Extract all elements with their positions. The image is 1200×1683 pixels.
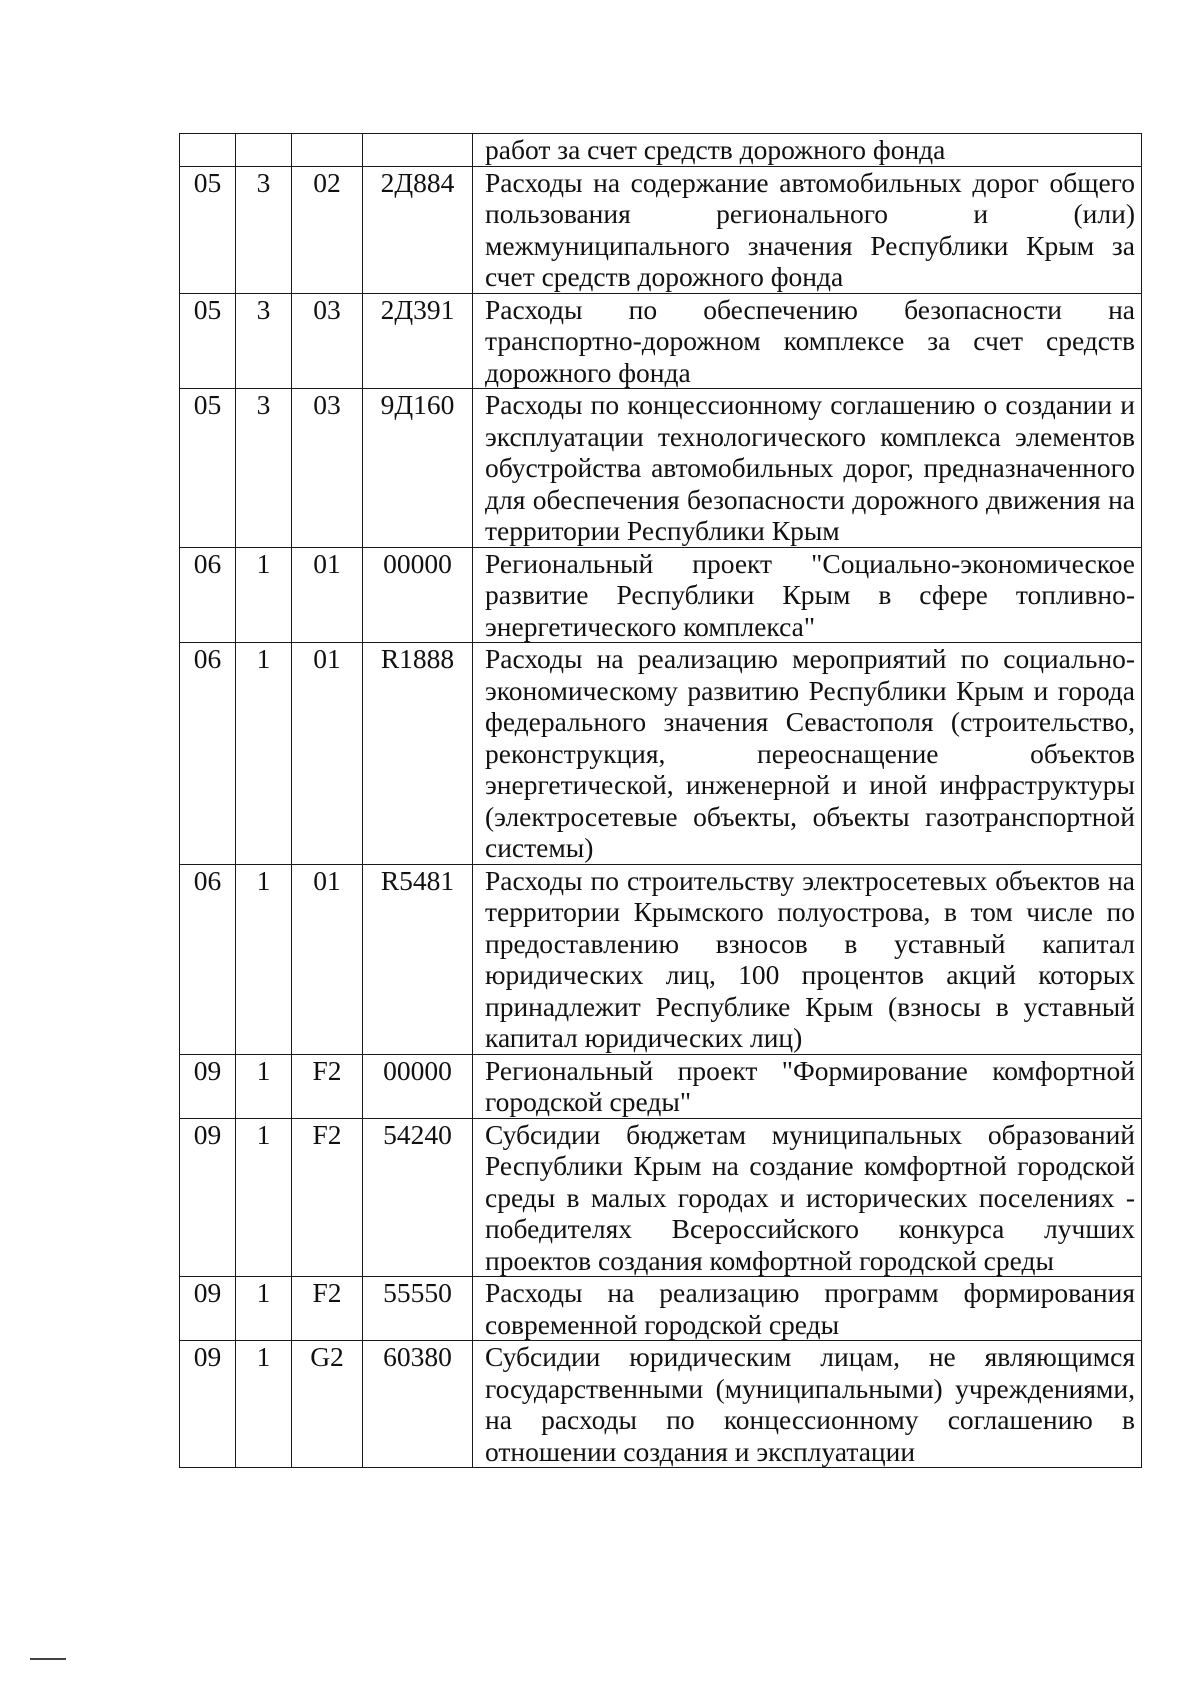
description-cell: Субсидии юридическим лицам, не являющимся государственными (муниципальными) учреждениями, на расходы по концессионному соглашению в отношении создания и эксплуатации [473,1341,1142,1468]
description-cell: Расходы на содержание автомобильных дорог общего пользования регионального и (или) межмуниципального значения Республики Крым за счет средств дорожного фонда [473,166,1142,293]
direction-code-cell: R1888 [363,643,473,865]
description-cell: Субсидии бюджетам муниципальных образований Республики Крым на создание комфортной городской среды в малых городах и исторических поселениях - победителях Всероссийского конкурса лучших проектов создания комфортной городской среды [473,1118,1142,1277]
event-code-cell [292,134,363,167]
description-cell: Региональный проект "Формирование комфортной городской среды" [473,1054,1142,1118]
program-code-cell: 05 [180,166,236,293]
description-cell: Региональный проект "Социально-экономическое развитие Республики Крым в сфере топливно-энергетического комплекса" [473,547,1142,643]
program-code-cell: 09 [180,1277,236,1341]
program-code-cell: 06 [180,547,236,643]
subprogram-code-cell: 1 [236,1277,292,1341]
table-row [180,1277,1142,1341]
description-cell: работ за счет средств дорожного фонда [473,134,1142,167]
program-code-cell: 09 [180,1054,236,1118]
subprogram-code-cell: 1 [236,1054,292,1118]
table-row [180,547,1142,643]
direction-code-cell: R5481 [363,864,473,1054]
subprogram-code-cell: 1 [236,864,292,1054]
event-code-cell: G2 [292,1341,363,1468]
subprogram-code-cell: 3 [236,389,292,548]
table-row [180,389,1142,548]
direction-code-cell: 54240 [363,1118,473,1277]
table-row [180,864,1142,1054]
event-code-cell: 01 [292,547,363,643]
event-code-cell: 02 [292,166,363,293]
program-code-cell: 09 [180,1341,236,1468]
direction-code-cell [363,134,473,167]
subprogram-code-cell: 3 [236,293,292,389]
event-code-cell: 03 [292,389,363,548]
direction-code-cell: 00000 [363,547,473,643]
event-code-cell: 03 [292,293,363,389]
direction-code-cell: 2Д884 [363,166,473,293]
description-cell: Расходы по строительству электросетевых объектов на территории Крымского полуострова, в том числе по предоставлению взносов в уставный капитал юридических лиц, 100 процентов акций которых принадлежит Республике Крым (взносы в уставный капитал юридических лиц) [473,864,1142,1054]
subprogram-code-cell [236,134,292,167]
table-body [180,134,1142,1468]
event-code-cell: F2 [292,1277,363,1341]
subprogram-code-cell: 1 [236,1118,292,1277]
event-code-cell: 01 [292,643,363,865]
description-cell: Расходы по концессионному соглашению о создании и эксплуатации технологического комплекса элементов обустройства автомобильных дорог, предназначенного для обеспечения безопасности дорожного движения на территории Республики Крым [473,389,1142,548]
table-row [180,134,1142,167]
program-code-cell [180,134,236,167]
direction-code-cell: 60380 [363,1341,473,1468]
description-cell: Расходы на реализацию мероприятий по социально-экономическому развитию Республики Крым и города федерального значения Севастополя (строительство, реконструкция, переоснащение объектов энергетической, инженерной и иной инфраструктуры (электросетевые объекты, объекты газотранспортной системы) [473,643,1142,865]
table-row [180,1054,1142,1118]
program-code-cell: 05 [180,293,236,389]
subprogram-code-cell: 1 [236,1341,292,1468]
table-row [180,1341,1142,1468]
direction-code-cell: 55550 [363,1277,473,1341]
table-row [180,643,1142,865]
program-code-cell: 05 [180,389,236,548]
subprogram-code-cell: 1 [236,643,292,865]
event-code-cell: F2 [292,1118,363,1277]
scan-mark [30,1658,66,1660]
subprogram-code-cell: 1 [236,547,292,643]
budget-classification-table [179,133,1142,1468]
program-code-cell: 06 [180,643,236,865]
table-row [180,1118,1142,1277]
table-row [180,166,1142,293]
event-code-cell: 01 [292,864,363,1054]
direction-code-cell: 9Д160 [363,389,473,548]
direction-code-cell: 2Д391 [363,293,473,389]
subprogram-code-cell: 3 [236,166,292,293]
description-cell: Расходы на реализацию программ формирования современной городской среды [473,1277,1142,1341]
table-row [180,293,1142,389]
direction-code-cell: 00000 [363,1054,473,1118]
description-cell: Расходы по обеспечению безопасности на транспортно-дорожном комплексе за счет средств дорожного фонда [473,293,1142,389]
event-code-cell: F2 [292,1054,363,1118]
program-code-cell: 06 [180,864,236,1054]
program-code-cell: 09 [180,1118,236,1277]
